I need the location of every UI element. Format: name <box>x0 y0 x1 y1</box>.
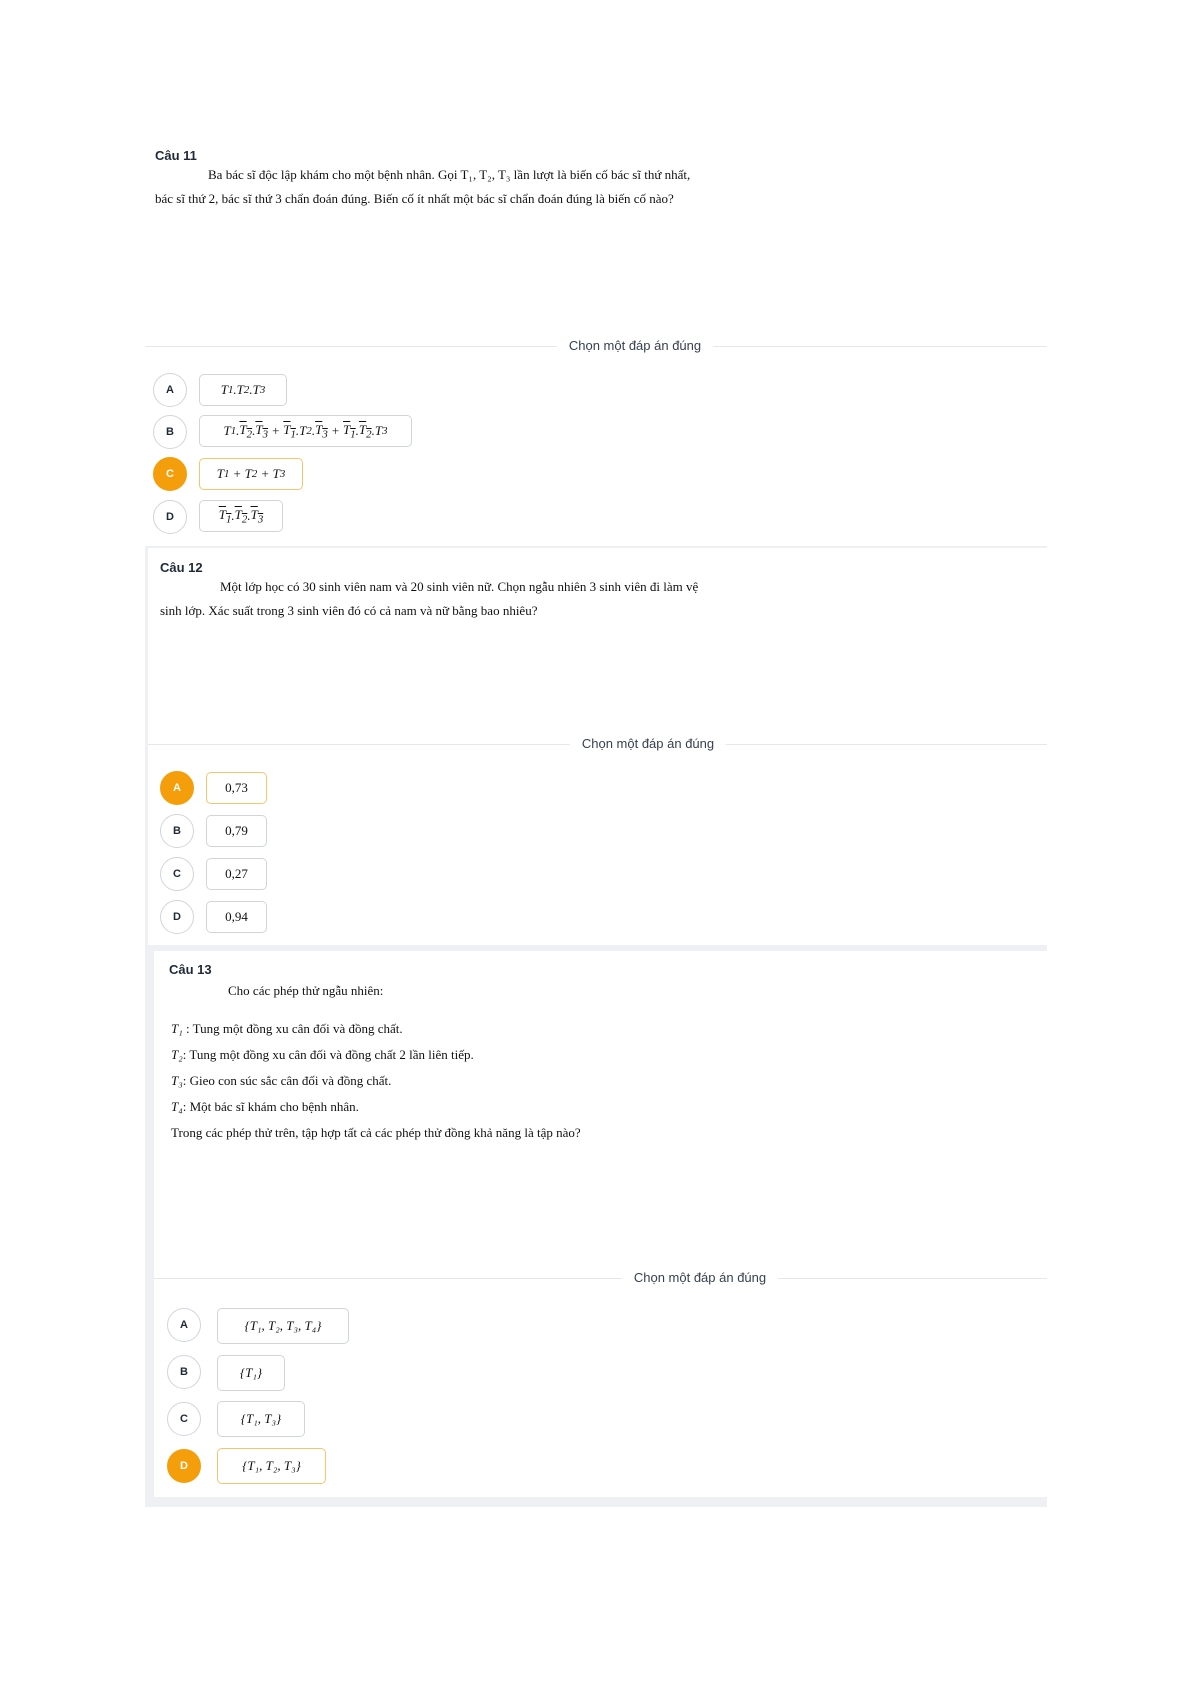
option-a-radio[interactable]: A <box>153 373 187 407</box>
trial-description: : Tung một đồng xu cân đối và đồng chất 2 lần liên tiếp. <box>182 1047 474 1062</box>
option-d-radio[interactable]: D <box>153 500 187 534</box>
answer-prompt: Chọn một đáp án đúng <box>557 338 713 353</box>
trial-line-t4 <box>171 1094 359 1120</box>
option-c-answer[interactable]: 0,27 <box>206 858 267 890</box>
answer-prompt: Chọn một đáp án đúng <box>622 1270 778 1285</box>
option-b-radio[interactable]: B <box>153 415 187 449</box>
question-text-line2: bác sĩ thứ 2, bác sĩ thứ 3 chẩn đoán đúng. Biến cố ít nhất một bác sĩ chẩn đoán đúng là biến cố nào? <box>155 191 674 206</box>
trial-description: : Một bác sĩ khám cho bệnh nhân. <box>182 1099 359 1114</box>
question-text-line2: sinh lớp. Xác suất trong 3 sinh viên đó có cả nam và nữ bằng bao nhiêu? <box>160 603 538 618</box>
option-b-radio[interactable]: B <box>160 814 194 848</box>
option-d-answer[interactable]: $T_1$ . $T_2$ . $T_3$ <box>199 500 283 532</box>
question-separator <box>145 1497 1047 1507</box>
trial-description: : Gieo con súc sắc cân đối và đồng chất. <box>182 1073 392 1088</box>
option-a-answer[interactable]: {T₁, T₂, T₃, T₄} <box>217 1308 349 1344</box>
option-c-radio[interactable]: C <box>167 1402 201 1436</box>
option-c-answer[interactable]: {T₁, T₃} <box>217 1401 305 1437</box>
trial-symbol: T₂ <box>171 1047 183 1062</box>
question-text-line1: Một lớp học có 30 sinh viên nam và 20 sinh viên nữ. Chọn ngẫu nhiên 3 sinh viên đi làm vệ <box>220 579 699 594</box>
trial-line-t1 <box>171 1016 403 1042</box>
trial-symbol: T₁ <box>171 1021 183 1036</box>
trial-symbol: T₄ <box>171 1099 183 1114</box>
option-a-answer[interactable]: 0,73 <box>206 772 267 804</box>
trial-line-t2 <box>171 1042 474 1068</box>
option-d-radio[interactable]: D <box>160 900 194 934</box>
question-text-line1: Ba bác sĩ độc lập khám cho một bệnh nhân. Gọi T₁, T₂, T₃ lần lượt là biến cố bác sĩ thứ nhất, <box>208 167 691 182</box>
option-c-radio[interactable]: C <box>160 857 194 891</box>
trial-line-t3 <box>171 1068 391 1094</box>
option-b-radio[interactable]: B <box>167 1355 201 1389</box>
answer-prompt: Chọn một đáp án đúng <box>570 736 726 751</box>
option-c-answer[interactable]: T 1 + T 2 + T 3 <box>199 458 303 490</box>
option-c-radio[interactable]: C <box>153 457 187 491</box>
option-d-answer[interactable]: {T₁, T₂, T₃} <box>217 1448 326 1484</box>
option-b-answer[interactable]: T 1 . $T_2$ . $T_3$ + $T_1$ .T 2 . $T_3$ + $T_1$ . $T_2$ .T 3 <box>199 415 412 447</box>
question-intro: Cho các phép thử ngẫu nhiên: <box>228 983 384 998</box>
option-d-radio[interactable]: D <box>167 1449 201 1483</box>
trial-description: : Tung một đồng xu cân đối và đồng chất. <box>182 1021 403 1036</box>
question-title: Câu 13 <box>169 962 212 977</box>
question-title: Câu 11 <box>155 148 197 163</box>
option-a-radio[interactable]: A <box>167 1308 201 1342</box>
answer-divider <box>154 1278 1047 1279</box>
question-text: Trong các phép thử trên, tập hợp tất cả các phép thử đồng khả năng là tập nào? <box>171 1125 581 1140</box>
option-d-answer[interactable]: 0,94 <box>206 901 267 933</box>
question-title: Câu 12 <box>160 560 203 575</box>
question-left-rule <box>145 951 154 1499</box>
option-a-radio[interactable]: A <box>160 771 194 805</box>
trial-symbol: T₃ <box>171 1073 183 1088</box>
option-a-answer[interactable]: T 1 .T 2 .T 3 <box>199 374 287 406</box>
option-b-answer[interactable]: 0,79 <box>206 815 267 847</box>
option-b-answer[interactable]: {T₁} <box>217 1355 285 1391</box>
